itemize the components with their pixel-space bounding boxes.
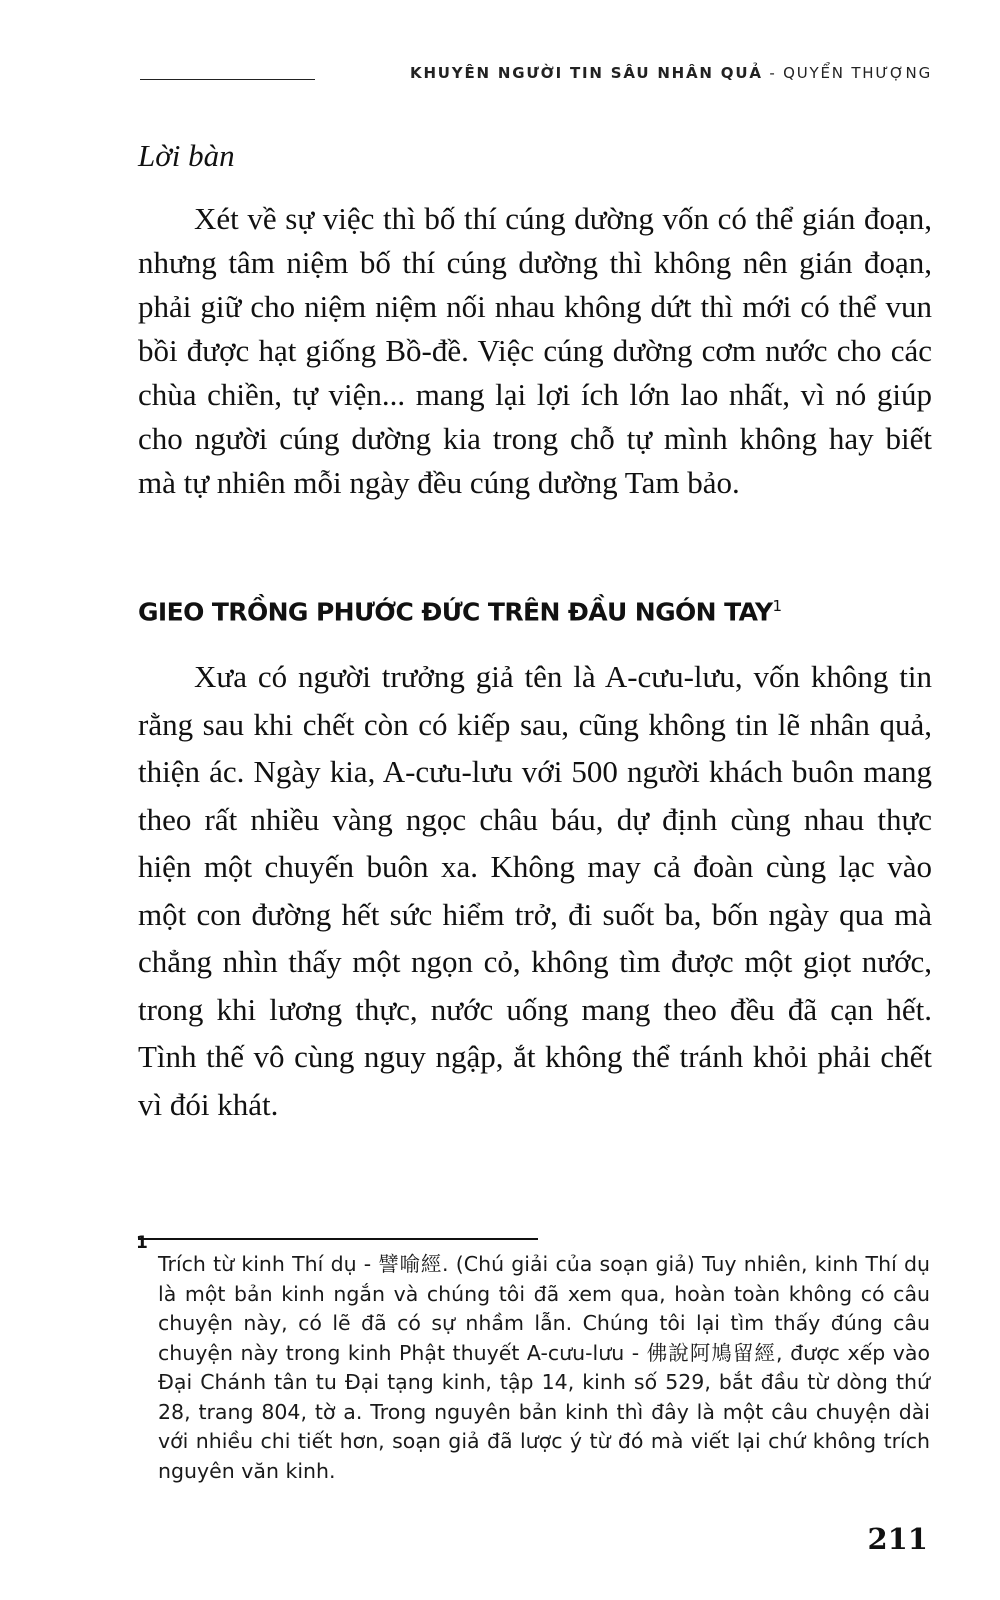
commentary-paragraph: Xét về sự việc thì bố thí cúng dường vốn có thể gián đoạn, nhưng tâm niệm bố thí cúng dường thì không nên gián đoạn, phải giữ cho niệm niệm nối nhau không dứt thì mới có thể vun bồi được hạt giống Bồ-đề. Việc cúng dường cơm nước cho các chùa chiền, tự viện... mang lại lợi ích lớn lao nhất, vì nó giúp cho người cúng dường kia trong chỗ tự mình không hay biết mà tự nhiên mỗi ngày đều cúng dường Tam bảo. [138, 201, 932, 500]
footnote-text: Trích từ kinh Thí dụ - 譬喻經. (Chú giải của soạn giả) Tuy nhiên, kinh Thí dụ là một bản kinh ngắn và chúng tôi đã xem qua, hoàn toàn không có câu chuyện này, có lẽ đã có sự nhầm lẫn. Chúng tôi lại tìm thấy đúng câu chuyện này trong kinh Phật thuyết A-cưu-lưu - 佛說阿鳩留經, được xếp vào Đại Chánh tân tu Đại tạng kinh, tập 14, kinh số 529, bắt đầu từ dòng thứ 28, trang 804, tờ a. Trong nguyên bản kinh thì đây là một câu chuyện dài với nhiều chi tiết hơn, soạn giả đã lược ý từ đó mà viết lại chứ không trích nguyên văn kinh. [158, 1252, 930, 1483]
section-heading-text: GIEO TRỒNG PHƯỚC ĐỨC TRÊN ĐẦU NGÓN TAY [138, 597, 773, 627]
footnote-marker: 1 [136, 1233, 148, 1253]
running-head [410, 64, 932, 82]
page-number: 211 [867, 1522, 928, 1556]
story-paragraph: Xưa có người trưởng giả tên là A-cưu-lưu, vốn không tin rằng sau khi chết còn có kiếp sau, cũng không tin lẽ nhân quả, thiện ác. Ngày kia, A-cưu-lưu với 500 người khách buôn mang theo rất nhiều vàng ngọc châu báu, dự định cùng nhau thực hiện một chuyến buôn xa. Không may cả đoàn cùng lạc vào một con đường hết sức hiểm trở, đi suốt ba, bốn ngày qua mà chẳng nhìn thấy một ngọn cỏ, không tìm được một giọt nước, trong khi lương thực, nước uống mang theo đều đã cạn hết. Tình thế vô cùng nguy ngập, ắt không thể tránh khỏi phải chết vì đói khát. [138, 659, 932, 1122]
section-heading [138, 597, 781, 626]
header-rule [140, 79, 315, 80]
running-head-volume: QUYỂN THƯỢNG [783, 64, 932, 82]
running-head-title: KHUYÊN NGƯỜI TIN SÂU NHÂN QUẢ [410, 64, 763, 82]
running-head-separator: - [762, 64, 784, 82]
footnote-reference: 1 [772, 597, 782, 615]
footnote-rule [138, 1238, 538, 1240]
commentary-label: Lời bàn [138, 138, 235, 173]
